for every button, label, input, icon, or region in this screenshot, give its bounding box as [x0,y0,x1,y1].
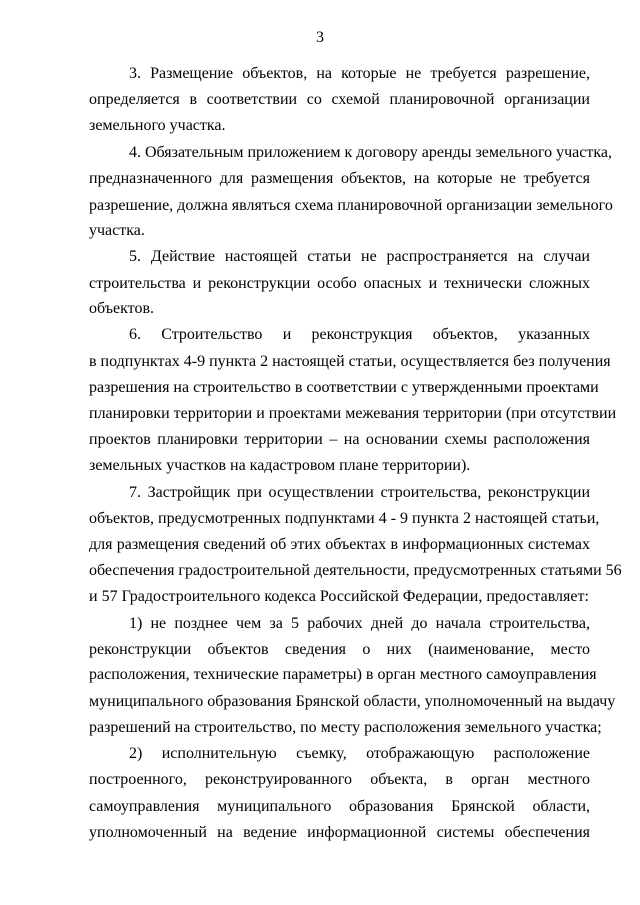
text-line: 7. Застройщик при осуществлении строительства, реконструкции [129,484,590,501]
page-number: 3 [316,29,324,46]
text-line: самоуправления муниципального образования Брянской области, [89,798,590,815]
text-line: расположения, технические параметры) в орган местного самоуправления [89,666,597,683]
text-line: и 57 Градостроительного кодекса Российской Федерации, предоставляет: [89,588,589,605]
text-line: планировки территории и проектами межевания территории (при отсутствии [89,405,617,422]
text-line: 3. Размещение объектов, на которые не требуется разрешение, [129,65,590,82]
text-line: проектов планировки территории – на основании схемы расположения [89,431,590,448]
text-line: 5. Действие настоящей статьи не распространяется на случаи [129,248,590,265]
text-line: земельных участков на кадастровом плане территории). [89,457,471,474]
text-line: объектов, предусмотренных подпунктами 4 - 9 пункта 2 настоящей статьи, [89,510,600,527]
text-line: 4. Обязательным приложением к договору аренды земельного участка, [129,144,612,161]
text-line: строительства и реконструкции особо опасных и технически сложных [89,275,590,292]
text-line: разрешение, должна являться схема планировочной организации земельного [89,197,613,214]
text-line: определяется в соответствии со схемой планировочной организации [89,91,590,108]
text-line: для размещения сведений об этих объектах в информационных системах [89,536,590,553]
text-line: муниципального образования Брянской области, уполномоченный на выдачу [89,693,616,710]
text-line: 6. Строительство и реконструкция объектов, указанных [129,326,590,343]
text-line: в подпунктах 4-9 пункта 2 настоящей статьи, осуществляется без получения [89,353,611,370]
text-line: предназначенного для размещения объектов, на которые не требуется [89,170,590,187]
text-line: объектов. [89,300,155,317]
text-line: разрешения на строительство в соответствии с утвержденными проектами [89,379,599,396]
text-line: реконструкции объектов сведения о них (наименование, место [89,641,590,658]
text-line: уполномоченный на ведение информационной системы обеспечения [89,824,590,841]
text-line: земельного участка. [89,117,226,134]
text-line: 1) не позднее чем за 5 рабочих дней до начала строительства, [129,615,590,632]
text-line: 2) исполнительную съемку, отображающую расположение [129,745,590,762]
text-line: построенного, реконструированного объекта, в орган местного [89,771,590,788]
text-line: разрешений на строительство, по месту расположения земельного участка; [89,719,602,736]
text-line: участка. [89,222,145,239]
text-line: обеспечения градостроительной деятельности, предусмотренных статьями 56 [89,562,622,579]
